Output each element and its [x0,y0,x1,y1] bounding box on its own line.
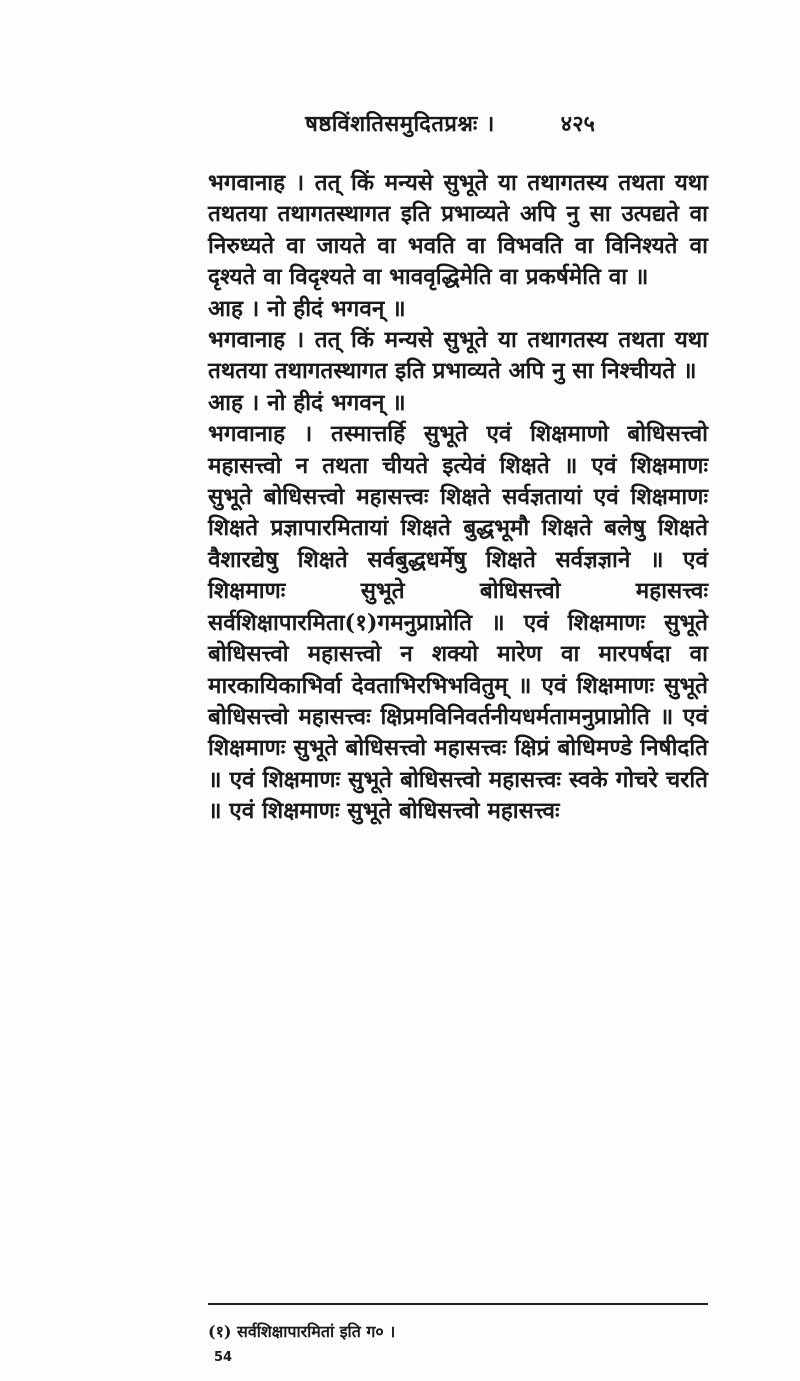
footnote-divider [208,1303,708,1305]
paragraph: भगवानाह । तस्मात्तर्हि सुभूते एवं शिक्षमाणो बोधिसत्त्वो महासत्त्वो न तथता चीयते इत्येवं शिक्षते ॥ एवं शिक्षमाणः सुभूते बोधिसत्त्वो महासत्त्वः शिक्षते सर्वज्ञतायां एवं शिक्षमाणः शिक्षते प्रज्ञापारमितायां शिक्षते बुद्धभूमौ शिक्षते बलेषु शिक्षते वैशारद्येषु शिक्षते सर्वबुद्धधर्मेषु शिक्षते सर्वज्ञज्ञाने ॥ एवं शिक्षमाणः सुभूते बोधिसत्त्वो महासत्त्वः सर्वशिक्षापारमिता(१)गमनुप्राप्नोति ॥ एवं शिक्षमाणः सुभूते बोधिसत्त्वो महासत्त्वो न शक्यो मारेण वा मारपर्षदा वा मारकायिकाभिर्वा देवताभिरभिभवितुम् ॥ एवं शिक्षमाणः सुभूते बोधिसत्त्वो महासत्त्वः क्षिप्रमविनिवर्तनीयधर्मतामनुप्राप्नोति ॥ एवं शिक्षमाणः सुभूते बोधिसत्त्वो महासत्त्वः क्षिप्रं बोधिमण्डे निषीदति ॥ एवं शिक्षमाणः सुभूते बोधिसत्त्वो महासत्त्वः स्वके गोचरे चरति ॥ एवं शिक्षमाणः सुभूते बोधिसत्त्वो महासत्त्वः [208,421,708,825]
footnote: (१) सर्वशिक्षापारमितां इति ग० । [208,1322,396,1341]
body-text [208,168,708,828]
paragraph: भगवानाह । तत् किं मन्यसे सुभूते या तथागतस्य तथता यथा तथतया तथागतस्थागत इति प्रभाव्यते अपि नु सा निश्चीयते ॥ [208,327,708,385]
signature-mark: 54 [214,1350,233,1365]
paragraph: आह । नो हीदं भगवन् ॥ [208,389,406,416]
running-header [0,108,800,148]
paragraph: भगवानाह । तत् किं मन्यसे सुभूते या तथागतस्य तथता यथा तथतया तथागतस्थागत इति प्रभाव्यते अपि नु सा उत्पद्यते वा निरुध्यते वा जायते वा भवति वा विभवति वा विनिश्यते वा दृश्यते वा विदृश्यते वा भाववृद्धिमेति वा प्रकर्षमेति वा ॥ [208,170,708,291]
paragraph: आह । नो हीदं भगवन् ॥ [208,295,406,322]
running-title: षष्ठविंशतिसमुदितप्रश्नः । [305,112,495,137]
page-number: ४२५ [560,112,595,137]
